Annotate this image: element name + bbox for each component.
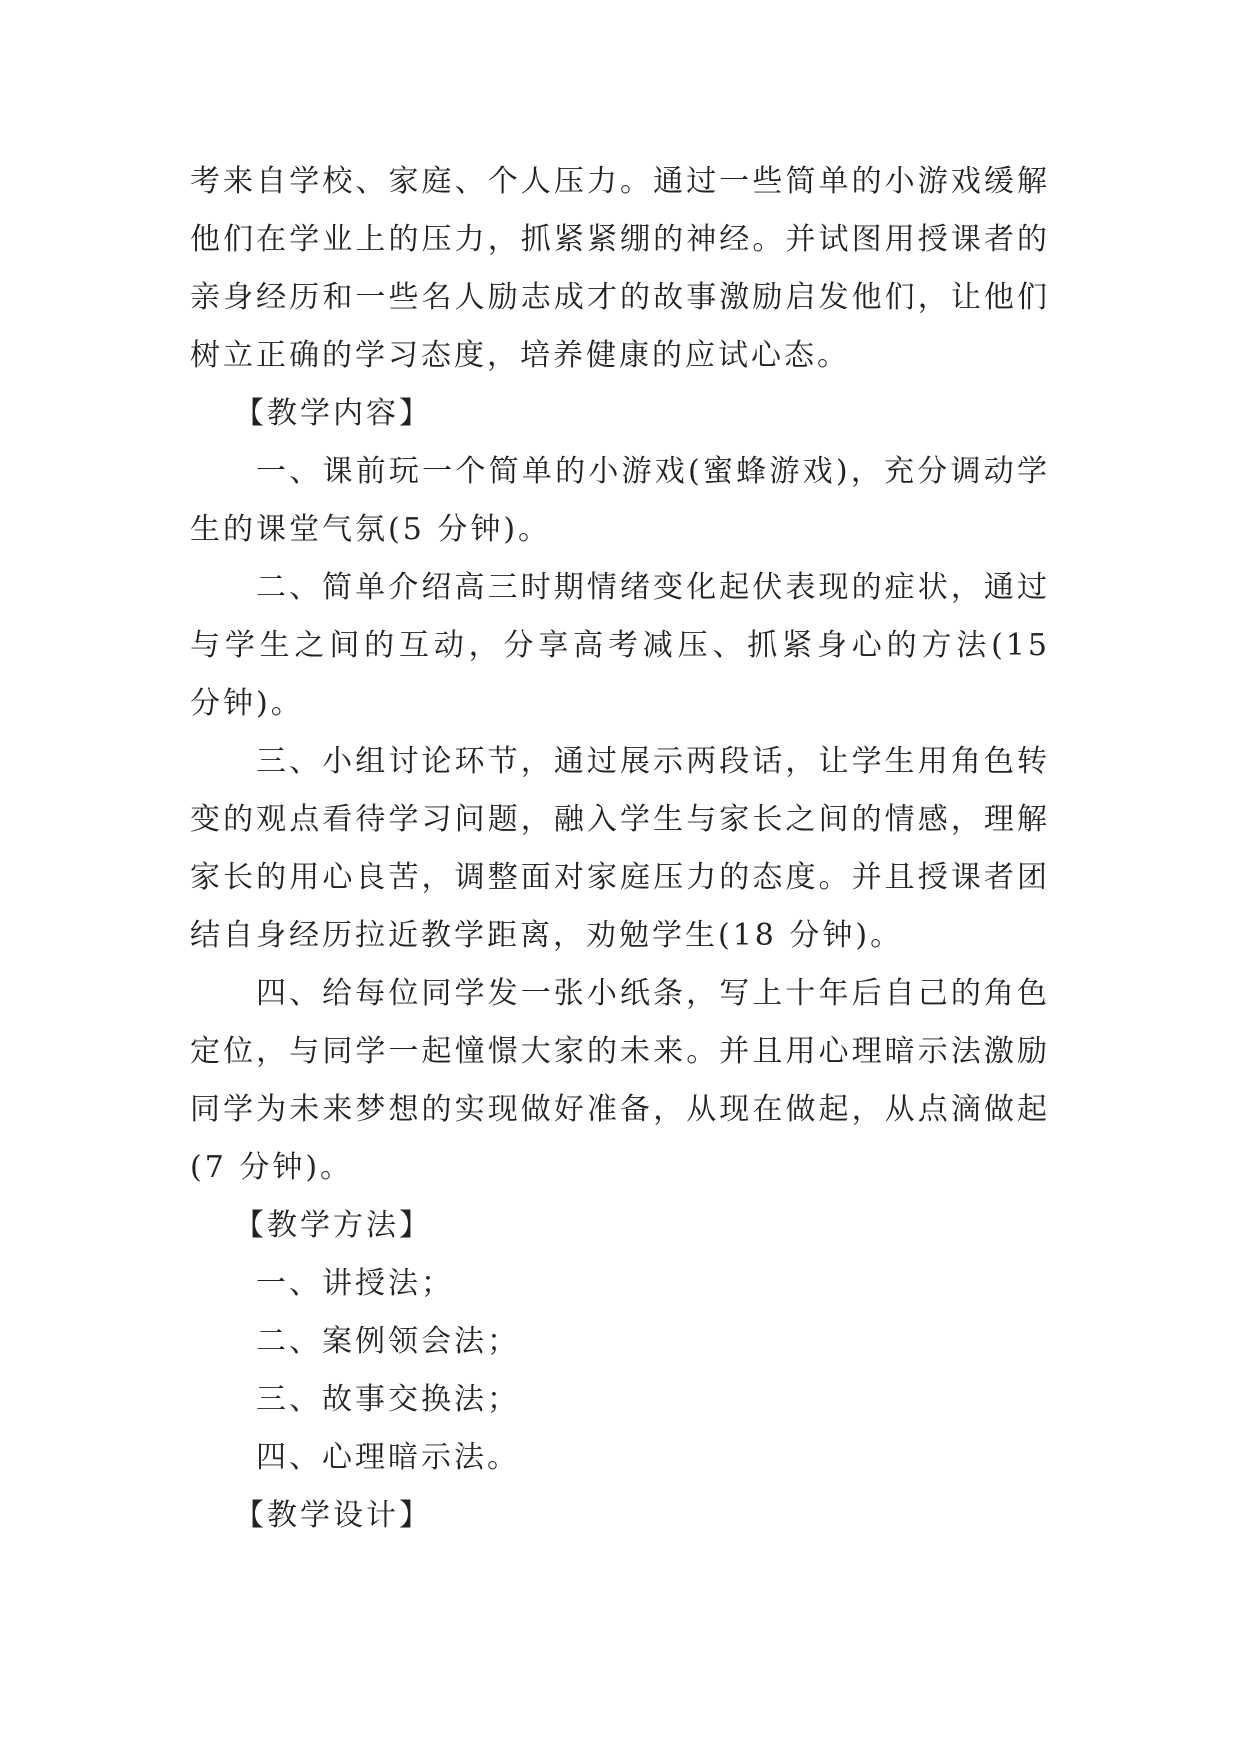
teaching-design-heading: 【教学设计】 (234, 1498, 432, 1533)
content-item: 一、课前玩一个简单的小游戏(蜜蜂游戏)，充分调动学生的课堂气氛(5 分钟)。 (190, 454, 1050, 547)
document-body (190, 153, 1050, 1545)
method-item: 一、讲授法； (256, 1266, 454, 1301)
content-item: 四、给每位同学发一张小纸条，写上十年后自己的角色定位，与同学一起憧憬大家的未来。并且用心理暗示法激励同学为未来梦想的实现做好准备，从现在做起，从点滴做起(7 分钟)。 (190, 976, 1050, 1185)
content-item: 二、简单介绍高三时期情绪变化起伏表现的症状，通过与学生之间的互动，分享高考减压、抓紧身心的方法(15 分钟)。 (190, 570, 1050, 721)
method-item: 四、心理暗示法。 (256, 1440, 520, 1475)
teaching-method-heading: 【教学方法】 (234, 1208, 432, 1243)
intro-paragraph: 考来自学校、家庭、个人压力。通过一些简单的小游戏缓解他们在学业上的压力，抓紧紧绷的神经。并试图用授课者的亲身经历和一些名人励志成才的故事激励启发他们，让他们树立正确的学习态度，培养健康的应试心态。 (190, 164, 1050, 373)
teaching-content-heading: 【教学内容】 (234, 396, 432, 431)
content-item: 三、小组讨论环节，通过展示两段话，让学生用角色转变的观点看待学习问题，融入学生与家长之间的情感，理解家长的用心良苦，调整面对家庭压力的态度。并且授课者团结自身经历拉近教学距离，劝勉学生(18 分钟)。 (190, 744, 1050, 953)
method-item: 二、案例领会法； (256, 1324, 520, 1359)
method-item: 三、故事交换法； (256, 1382, 520, 1417)
